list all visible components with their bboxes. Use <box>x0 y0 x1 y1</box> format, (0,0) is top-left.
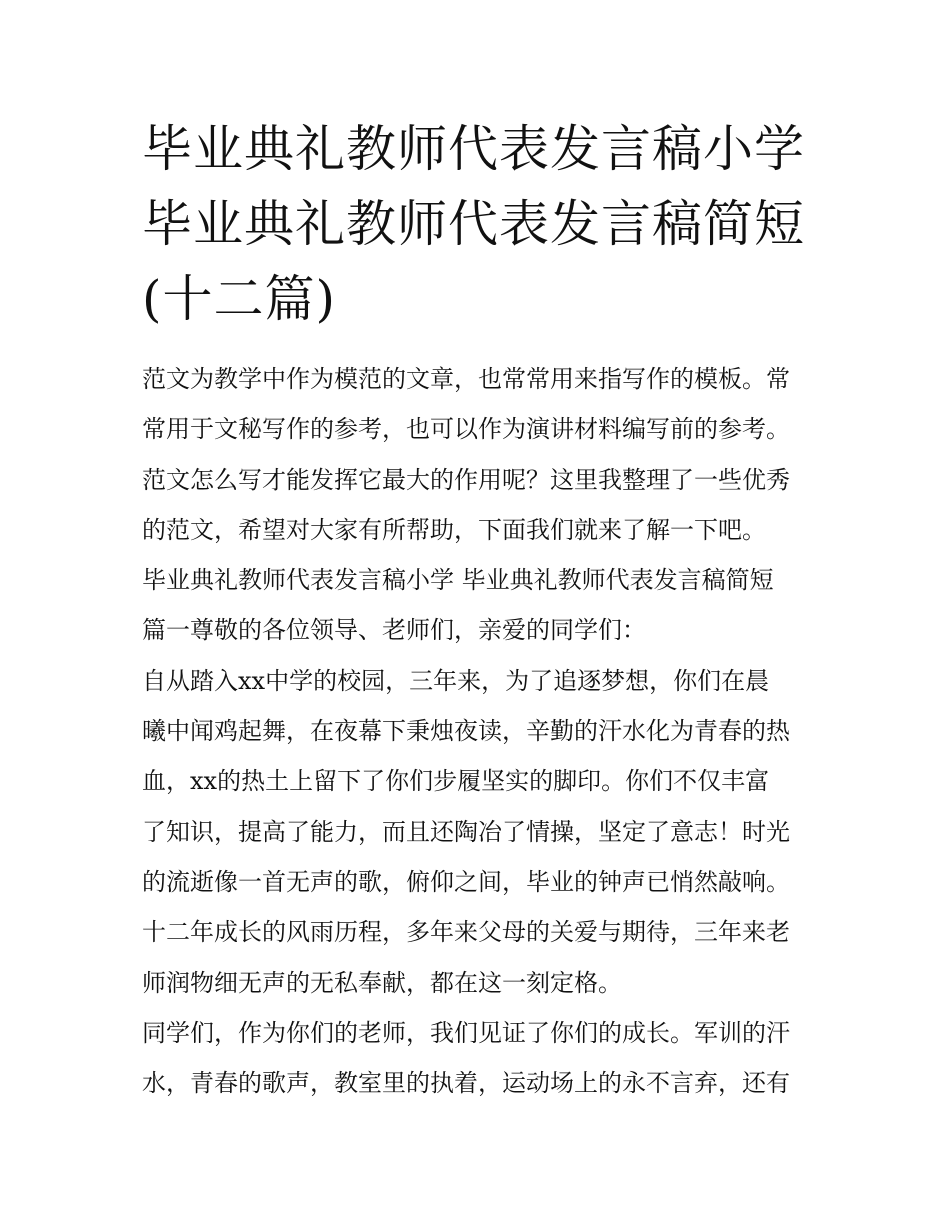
paragraph-line: 了知识，提高了能力，而且还陶冶了情操，坚定了意志！时光 <box>142 817 790 846</box>
title-line: (十二篇) <box>142 270 337 328</box>
title-line: 毕业典礼教师代表发言稿简短 <box>142 195 805 253</box>
salutation-line: 篇一尊敬的各位领导、老师们，亲爱的同学们： <box>142 616 646 645</box>
paragraph-line: 师润物细无声的无私奉献，都在这一刻定格。 <box>142 968 622 997</box>
paragraph-line: 水，青春的歌声，教室里的执着，运动场上的永不言弃，还有 <box>142 1069 790 1098</box>
paragraph-line: 的流逝像一首无声的歌，俯仰之间，毕业的钟声已悄然敲响。 <box>142 867 790 896</box>
paragraph-line: 范文为教学中作为模范的文章，也常常用来指写作的模板。常 <box>142 365 790 393</box>
document-body <box>142 354 822 1108</box>
paragraph-line: 血，xx的热土上留下了你们步履坚实的脚印。你们不仅丰富 <box>142 767 770 796</box>
section-heading-line: 毕业典礼教师代表发言稿小学 毕业典礼教师代表发言稿简短 <box>142 566 774 595</box>
paragraph-line: 的范文，希望对大家有所帮助，下面我们就来了解一下吧。 <box>142 515 766 544</box>
paragraph-line: 自从踏入xx中学的校园，三年来，为了追逐梦想，你们在晨 <box>142 666 770 695</box>
paragraph-line: 同学们，作为你们的老师，我们见证了你们的成长。军训的汗 <box>142 1018 790 1047</box>
paragraph-line: 曦中闻鸡起舞，在夜幕下秉烛夜读，辛勤的汗水化为青春的热 <box>142 717 790 746</box>
title-line: 毕业典礼教师代表发言稿小学 <box>142 120 805 178</box>
paragraph-line: 十二年成长的风雨历程，多年来父母的关爱与期待，三年来老 <box>142 918 790 947</box>
paragraph-line: 范文怎么写才能发挥它最大的作用呢？这里我整理了一些优秀 <box>142 465 790 494</box>
paragraph-line: 常用于文秘写作的参考，也可以作为演讲材料编写前的参考。 <box>142 415 790 444</box>
document-title <box>142 112 822 337</box>
